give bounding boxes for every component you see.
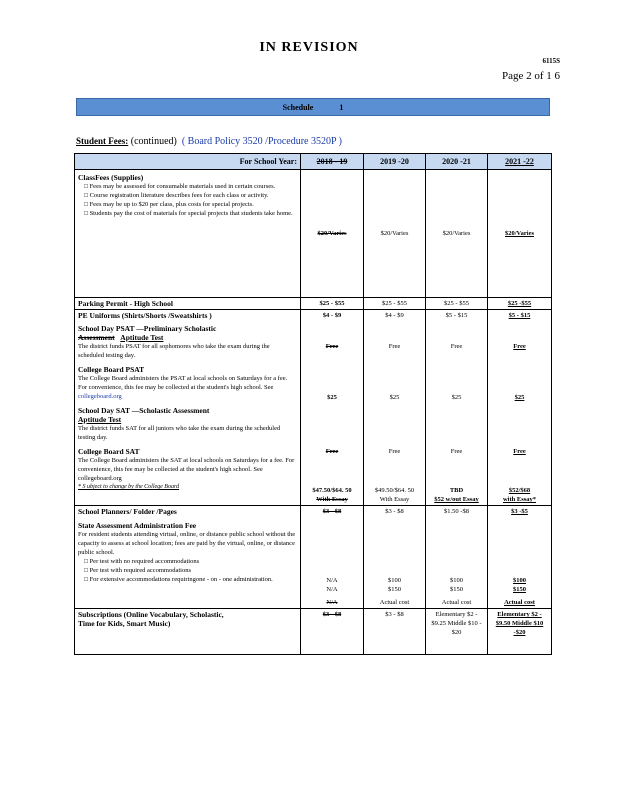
table-row: [75, 170, 552, 298]
page-number: Page 2 of 1 6: [501, 70, 560, 82]
school-year-label: For School Year:: [75, 154, 301, 170]
table-header-row: [75, 154, 552, 170]
fee-value: $25 - $55: [364, 298, 426, 310]
fee-value: $3 - $8: [301, 609, 364, 655]
fee-value: Elementary $2 - $9.50 Middle $10 -$20: [488, 609, 552, 655]
schedule-label: Schedule: [282, 103, 314, 112]
table-row: [75, 506, 552, 609]
fee-value-column: $3 -$5 $100 $150 Actual cost: [488, 506, 552, 609]
fee-value: $3 - $8: [364, 609, 426, 655]
year-header: 2018 - 19: [301, 154, 364, 170]
fee-value-column: $5 - $15 Free $25 Free TBD $52 w/out Essay: [426, 310, 488, 506]
student-fees-label: Student Fees:: [76, 136, 129, 146]
list-item: □ Students pay the cost of materials for special projects that students take home.: [84, 210, 293, 217]
policy-reference: ( Board Policy 3520 /Procedure 3520P ): [181, 136, 343, 147]
fee-description: School Planners/ Folder /Pages State Assessment Administration Fee For resident students attending virtual, online, or distance public school without the capacity to assess at school location; fees are paid by the virtual, online, or distance public school. □ Per test with no required accommodations □ Per test with required accommodations □ For extensive accommodations requiringone - on - one administration.: [75, 506, 301, 609]
fees-table: [74, 153, 552, 655]
year-header: 2021 -22: [488, 154, 552, 170]
document-number: 6115S: [542, 57, 560, 65]
table-row: [75, 298, 552, 310]
fee-value: Elementary $2 - $9.25 Middle $10 - $20: [426, 609, 488, 655]
fee-value: $25 - $55: [301, 298, 364, 310]
fee-value: $20/Varies: [301, 170, 364, 298]
fee-value: $25 - $55: [426, 298, 488, 310]
list-item: □ Per test with required accommodations: [84, 567, 192, 574]
list-item: □ Course registration literature describes fees for each class or activity.: [84, 192, 269, 199]
year-header: 2020 -21: [426, 154, 488, 170]
schedule-banner: [76, 98, 550, 116]
list-item: □ For extensive accommodations requiringone - on - one administration.: [84, 576, 273, 583]
list-item: □ Per test with no required accommodations: [84, 558, 200, 565]
fee-value: $25 -$55: [488, 298, 552, 310]
fee-value-column: $4 - $9 Free $25 Free $49.50/$64. 50 With Essay: [364, 310, 426, 506]
fee-value: $20/Varies: [426, 170, 488, 298]
collegeboard-link[interactable]: collegeboard.org: [78, 393, 122, 400]
fee-description: PE Uniforms (Shirts/Shorts /Sweatshirts ) School Day PSAT —Preliminary Scholastic Assessment Aptitude Test The district funds PSAT for all sophomores who take the exam during the scheduled testing day. College Board PSAT The College Board administers the PSAT at local schools on Saturdays for a fee. For convenience, this fee may be collected at the student's high school. See collegeboard.org School Day SAT —Scholastic Assessment Aptitude Test The district funds SAT for all juniors who take the exam during the scheduled testing day. College Board SAT The College Board administers the SAT at local schools on Saturdays for a fee. For convenience, this fee may be collected at the student's high school. See collegeboard.org * S ubject to change by the College Board: [75, 310, 301, 506]
fee-value-column: $3 - $8 $100 $150 Actual cost: [364, 506, 426, 609]
fee-value-column: $4 - $9 Free $25 Free $47.50/$64. 50 With Essay: [301, 310, 364, 506]
fee-value-column: $3 - $8 N/A N/A N/A: [301, 506, 364, 609]
fee-value: $20/Varies: [364, 170, 426, 298]
list-item: □ Fees may be assessed for consumable materials used in certain courses.: [84, 183, 276, 190]
table-row: [75, 310, 552, 506]
fee-value: $20/Varies: [488, 170, 552, 298]
fee-description: ClassFees (Supplies) □ Fees may be assessed for consumable materials used in certain courses. □ Course registration literature describes fees for each class or activity. □ Fees may be up to $20 per class, plus costs for special projects. □ Students pay the cost of materials for special projects that students take home.: [75, 170, 301, 298]
continued-label: (continued): [130, 136, 177, 147]
fee-description: Parking Permit - High School: [75, 298, 301, 310]
schedule-number: 1: [339, 103, 344, 112]
year-header: 2019 -20: [364, 154, 426, 170]
student-fees-heading: [76, 136, 342, 147]
fee-value-column: $1.50 -$8 $100 $150 Actual cost: [426, 506, 488, 609]
list-item: □ Fees may be up to $20 per class, plus costs for special projects.: [84, 201, 254, 208]
fee-value-column: $5 - $15 Free $25 Free $52/$68 with Essay*: [488, 310, 552, 506]
fee-description: Subscriptions (Online Vocabulary, Scholastic, Time for Kids, Smart Music): [75, 609, 301, 655]
table-row: [75, 609, 552, 655]
document-title: IN REVISION: [259, 40, 359, 55]
